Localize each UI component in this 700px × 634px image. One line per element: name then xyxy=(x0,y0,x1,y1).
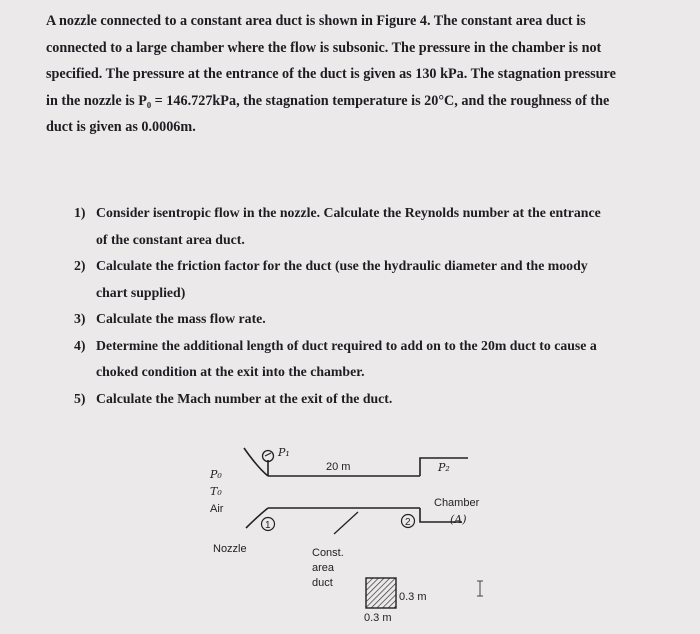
statement-line: duct is given as 0.0006m. xyxy=(46,119,196,135)
t0-label: T₀ xyxy=(210,485,222,498)
statement-line: A nozzle connected to a constant area duct is shown in Figure 4. The constant area duct is xyxy=(46,13,586,29)
duct-label-line: Const. xyxy=(312,547,344,559)
question-number: 5) xyxy=(74,390,86,406)
station-1-label: 1 xyxy=(265,520,271,531)
question-text: chart supplied) xyxy=(96,284,186,300)
p0-label: P₀ xyxy=(210,468,222,481)
statement-line: connected to a large chamber where the flow is subsonic. The pressure in the chamber is not xyxy=(46,39,602,56)
cross-section-bottom-label: 0.3 m xyxy=(364,612,392,624)
question-text: Calculate the friction factor for the duct (use the hydraulic diameter and the moody xyxy=(96,258,588,273)
duct-label-line: duct xyxy=(312,577,333,589)
p1-label: P₁ xyxy=(278,446,290,459)
question-number: 4) xyxy=(74,337,86,353)
nozzle-label: Nozzle xyxy=(213,543,247,555)
statement-line: in the nozzle is P₀ = 146.727kPa, the stagnation temperature is 20°C, and the roughness of the xyxy=(46,92,610,109)
chamber-label: Chamber xyxy=(434,497,480,509)
question-text: Calculate the Mach number at the exit of the duct. xyxy=(96,390,393,406)
question-text: Consider isentropic flow in the nozzle. Calculate the Reynolds number at the entrance xyxy=(96,205,601,220)
length-label: 20 m xyxy=(326,461,351,473)
question-text: Determine the additional length of duct required to add on to the 20m duct to cause a xyxy=(96,337,597,353)
air-label: Air xyxy=(210,503,224,515)
duct-cross-section xyxy=(366,578,396,608)
question-number: 3) xyxy=(74,311,86,326)
statement-line: specified. The pressure at the entrance of the duct is given as 130 kPa. The stagnation pressure xyxy=(46,66,616,82)
question-number: 1) xyxy=(74,205,86,220)
question-text: Calculate the mass flow rate. xyxy=(96,311,266,326)
p2-label: P₂ xyxy=(438,461,450,474)
question-text: of the constant area duct. xyxy=(96,231,245,247)
duct-label-line: area xyxy=(312,562,335,574)
question-text: choked condition at the exit into the chamber. xyxy=(96,364,365,379)
p1-gauge-needle xyxy=(265,453,271,456)
duct-pointer xyxy=(334,512,358,534)
question-number: 2) xyxy=(74,258,86,273)
cross-section-side-label: 0.3 m xyxy=(399,591,427,603)
p1-gauge-icon xyxy=(263,451,274,462)
chamber-tag: (A) xyxy=(450,513,467,526)
text-cursor-icon xyxy=(477,581,483,596)
station-2-label: 2 xyxy=(405,517,411,528)
